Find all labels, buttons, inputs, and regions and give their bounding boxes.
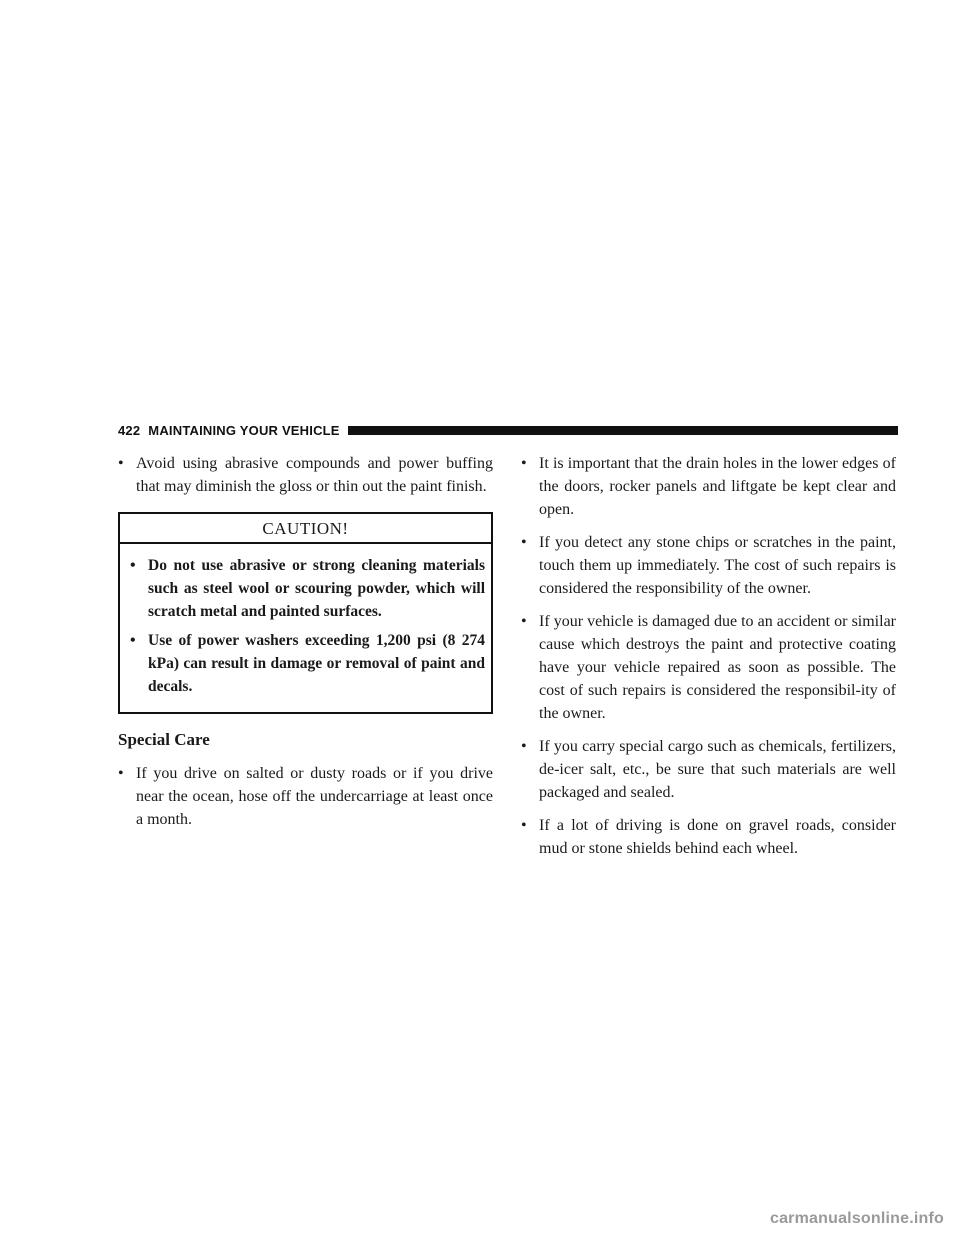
- caution-title: CAUTION!: [120, 514, 491, 544]
- bullet-dot: •: [130, 632, 136, 649]
- bullet-item: [521, 452, 896, 521]
- bullet-dot: •: [118, 765, 124, 782]
- left-column: [118, 452, 493, 841]
- caution-bullet-text: Do not use abrasive or strong cleaning materials such as steel wool or scouring powder, which will scratch metal and painted surfaces.: [148, 557, 485, 620]
- section-title: MAINTAINING YOUR VEHICLE: [148, 422, 340, 438]
- special-care-heading: Special Care: [118, 730, 210, 749]
- caution-box: [118, 512, 493, 714]
- bullet-text: If you drive on salted or dusty roads or if you drive near the ocean, hose off the undercarriage at least once a month.: [136, 765, 493, 828]
- bullet-item: [521, 531, 896, 600]
- page-header: [118, 421, 898, 439]
- bullet-dot: •: [521, 738, 527, 755]
- bullet-dot: •: [521, 817, 527, 834]
- caution-bullet: [130, 629, 485, 698]
- bullet-text: If you carry special cargo such as chemicals, fertilizers, de-icer salt, etc., be sure that such materials are well packaged and sealed.: [539, 738, 896, 801]
- bullet-item: [521, 610, 896, 725]
- right-column: [521, 452, 896, 870]
- bullet-item: [521, 735, 896, 804]
- bullet-dot: •: [521, 534, 527, 551]
- bullet-dot: •: [118, 455, 124, 472]
- caution-bullet: [130, 554, 485, 623]
- caution-bullet-text: Use of power washers exceeding 1,200 psi (8 274 kPa) can result in damage or removal of paint and decals.: [148, 632, 485, 695]
- header-rule: [348, 426, 898, 435]
- caution-body: [120, 544, 491, 712]
- bullet-text: If your vehicle is damaged due to an accident or similar cause which destroys the paint and protective coating have your vehicle repaired as soon as possible. The cost of such repairs is considered the responsibil-ity of the owner.: [539, 613, 896, 722]
- bullet-item: [118, 452, 493, 498]
- bullet-item: [118, 762, 493, 831]
- bullet-dot: •: [521, 455, 527, 472]
- bullet-text: It is important that the drain holes in the lower edges of the doors, rocker panels and liftgate be kept clear and open.: [539, 455, 896, 518]
- bullet-text: If you detect any stone chips or scratches in the paint, touch them up immediately. The cost of such repairs is considered the responsibility of the owner.: [539, 534, 896, 597]
- bullet-text: If a lot of driving is done on gravel roads, consider mud or stone shields behind each wheel.: [539, 817, 896, 857]
- bullet-text: Avoid using abrasive compounds and power buffing that may diminish the gloss or thin out the paint finish.: [136, 455, 493, 495]
- page-number: 422: [118, 422, 141, 438]
- bullet-dot: •: [521, 613, 527, 630]
- bullet-dot: •: [130, 557, 136, 574]
- bullet-item: [521, 814, 896, 860]
- watermark: carmanualsonline.info: [769, 1210, 944, 1227]
